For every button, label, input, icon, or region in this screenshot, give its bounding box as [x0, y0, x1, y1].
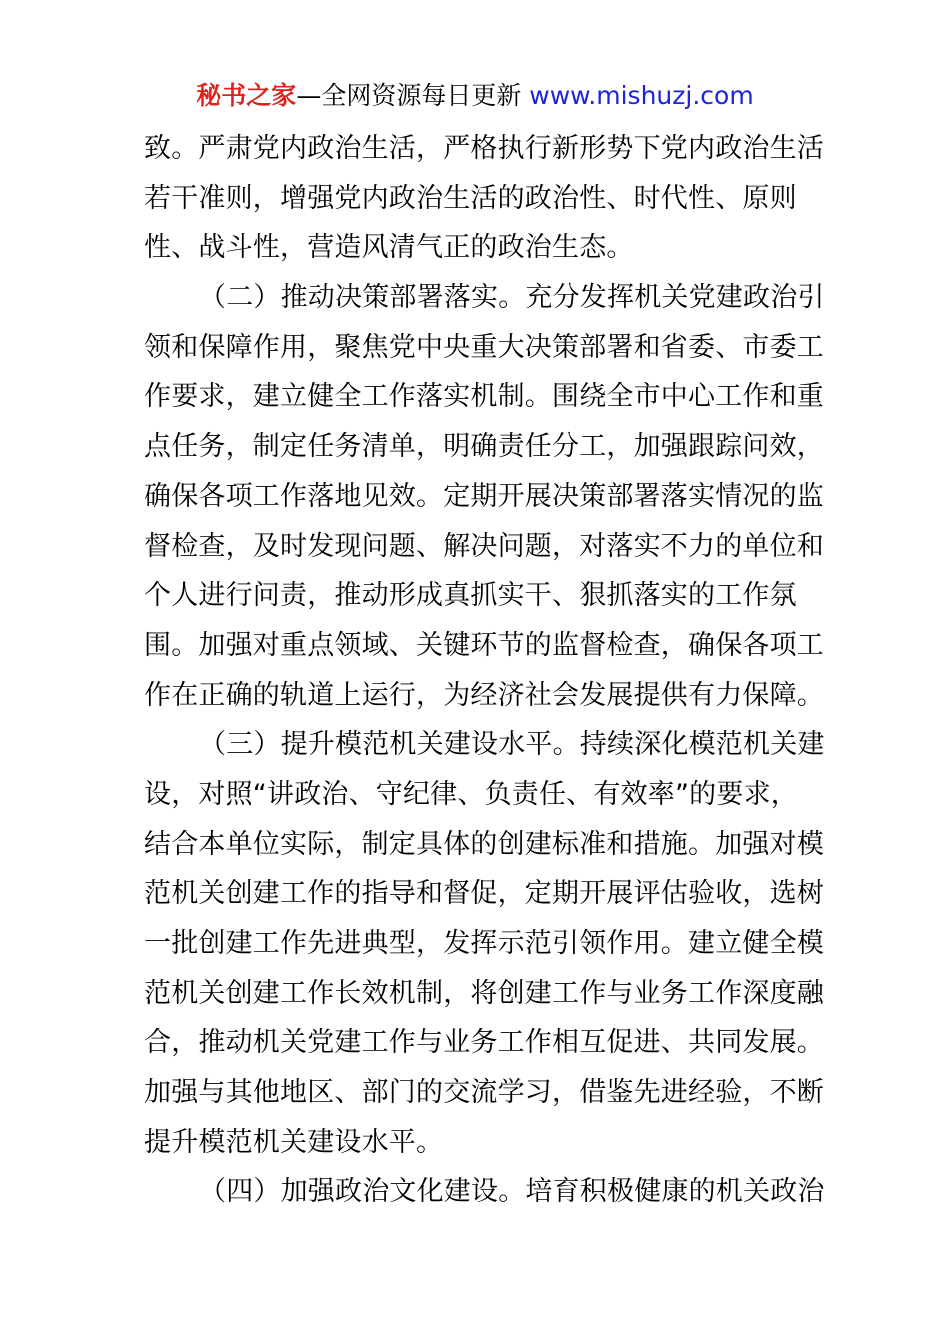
section-heading-line: （二）推动决策部署落实。充分发挥机关党建政治引: [199, 282, 825, 314]
section-heading-line: （四）加强政治文化建设。培育积极健康的机关政治: [199, 1176, 825, 1208]
page-header: [0, 78, 950, 114]
text-line: 加强与其他地区、部门的交流学习，借鉴先进经验，不断: [144, 1077, 824, 1109]
section-heading-line: （三）提升模范机关建设水平。持续深化模范机关建: [199, 729, 825, 761]
text-line: 个人进行问责，推动形成真抓实干、狠抓落实的工作氛: [144, 580, 797, 612]
text-line: 合，推动机关党建工作与业务工作相互促进、共同发展。: [144, 1027, 824, 1059]
site-tagline: —全网资源每日更新: [296, 81, 530, 110]
site-brand: 秘书之家: [196, 81, 297, 110]
text-line: 性、战斗性，营造风清气正的政治生态。: [144, 232, 634, 264]
text-line: 致。严肃党内政治生活，严格执行新形势下党内政治生活: [144, 133, 824, 164]
text-line: 领和保障作用，聚焦党中央重大决策部署和省委、市委工: [144, 331, 824, 363]
text-line: 范机关创建工作长效机制，将创建工作与业务工作深度融: [144, 977, 824, 1009]
text-line: 督检查，及时发现问题、解决问题，对落实不力的单位和: [144, 530, 824, 562]
text-line: 提升模范机关建设水平。: [144, 1126, 444, 1158]
text-line: 点任务，制定任务清单，明确责任分工，加强跟踪问效，: [144, 431, 824, 463]
site-url-link[interactable]: www.mishuzj.com: [529, 81, 754, 110]
text-line: 设，对照“讲政治、守纪律、负责任、有效率”的要求，: [144, 778, 798, 810]
text-line: 范机关创建工作的指导和督促，定期开展评估验收，选树: [144, 878, 824, 910]
text-line: 一批创建工作先进典型，发挥示范引领作用。建立健全模: [144, 928, 824, 959]
text-line: 围。加强对重点领域、关键环节的监督检查，确保各项工: [144, 629, 824, 661]
text-line: 若干准则，增强党内政治生活的政治性、时代性、原则: [144, 182, 797, 214]
text-line: 结合本单位实际，制定具体的创建标准和措施。加强对模: [144, 828, 824, 860]
text-line: 确保各项工作落地见效。定期开展决策部署落实情况的监: [144, 480, 824, 512]
text-line: 作在正确的轨道上运行，为经济社会发展提供有力保障。: [144, 679, 824, 711]
text-line: 作要求，建立健全工作落实机制。围绕全市中心工作和重: [144, 381, 824, 413]
document-body: [144, 124, 825, 1217]
